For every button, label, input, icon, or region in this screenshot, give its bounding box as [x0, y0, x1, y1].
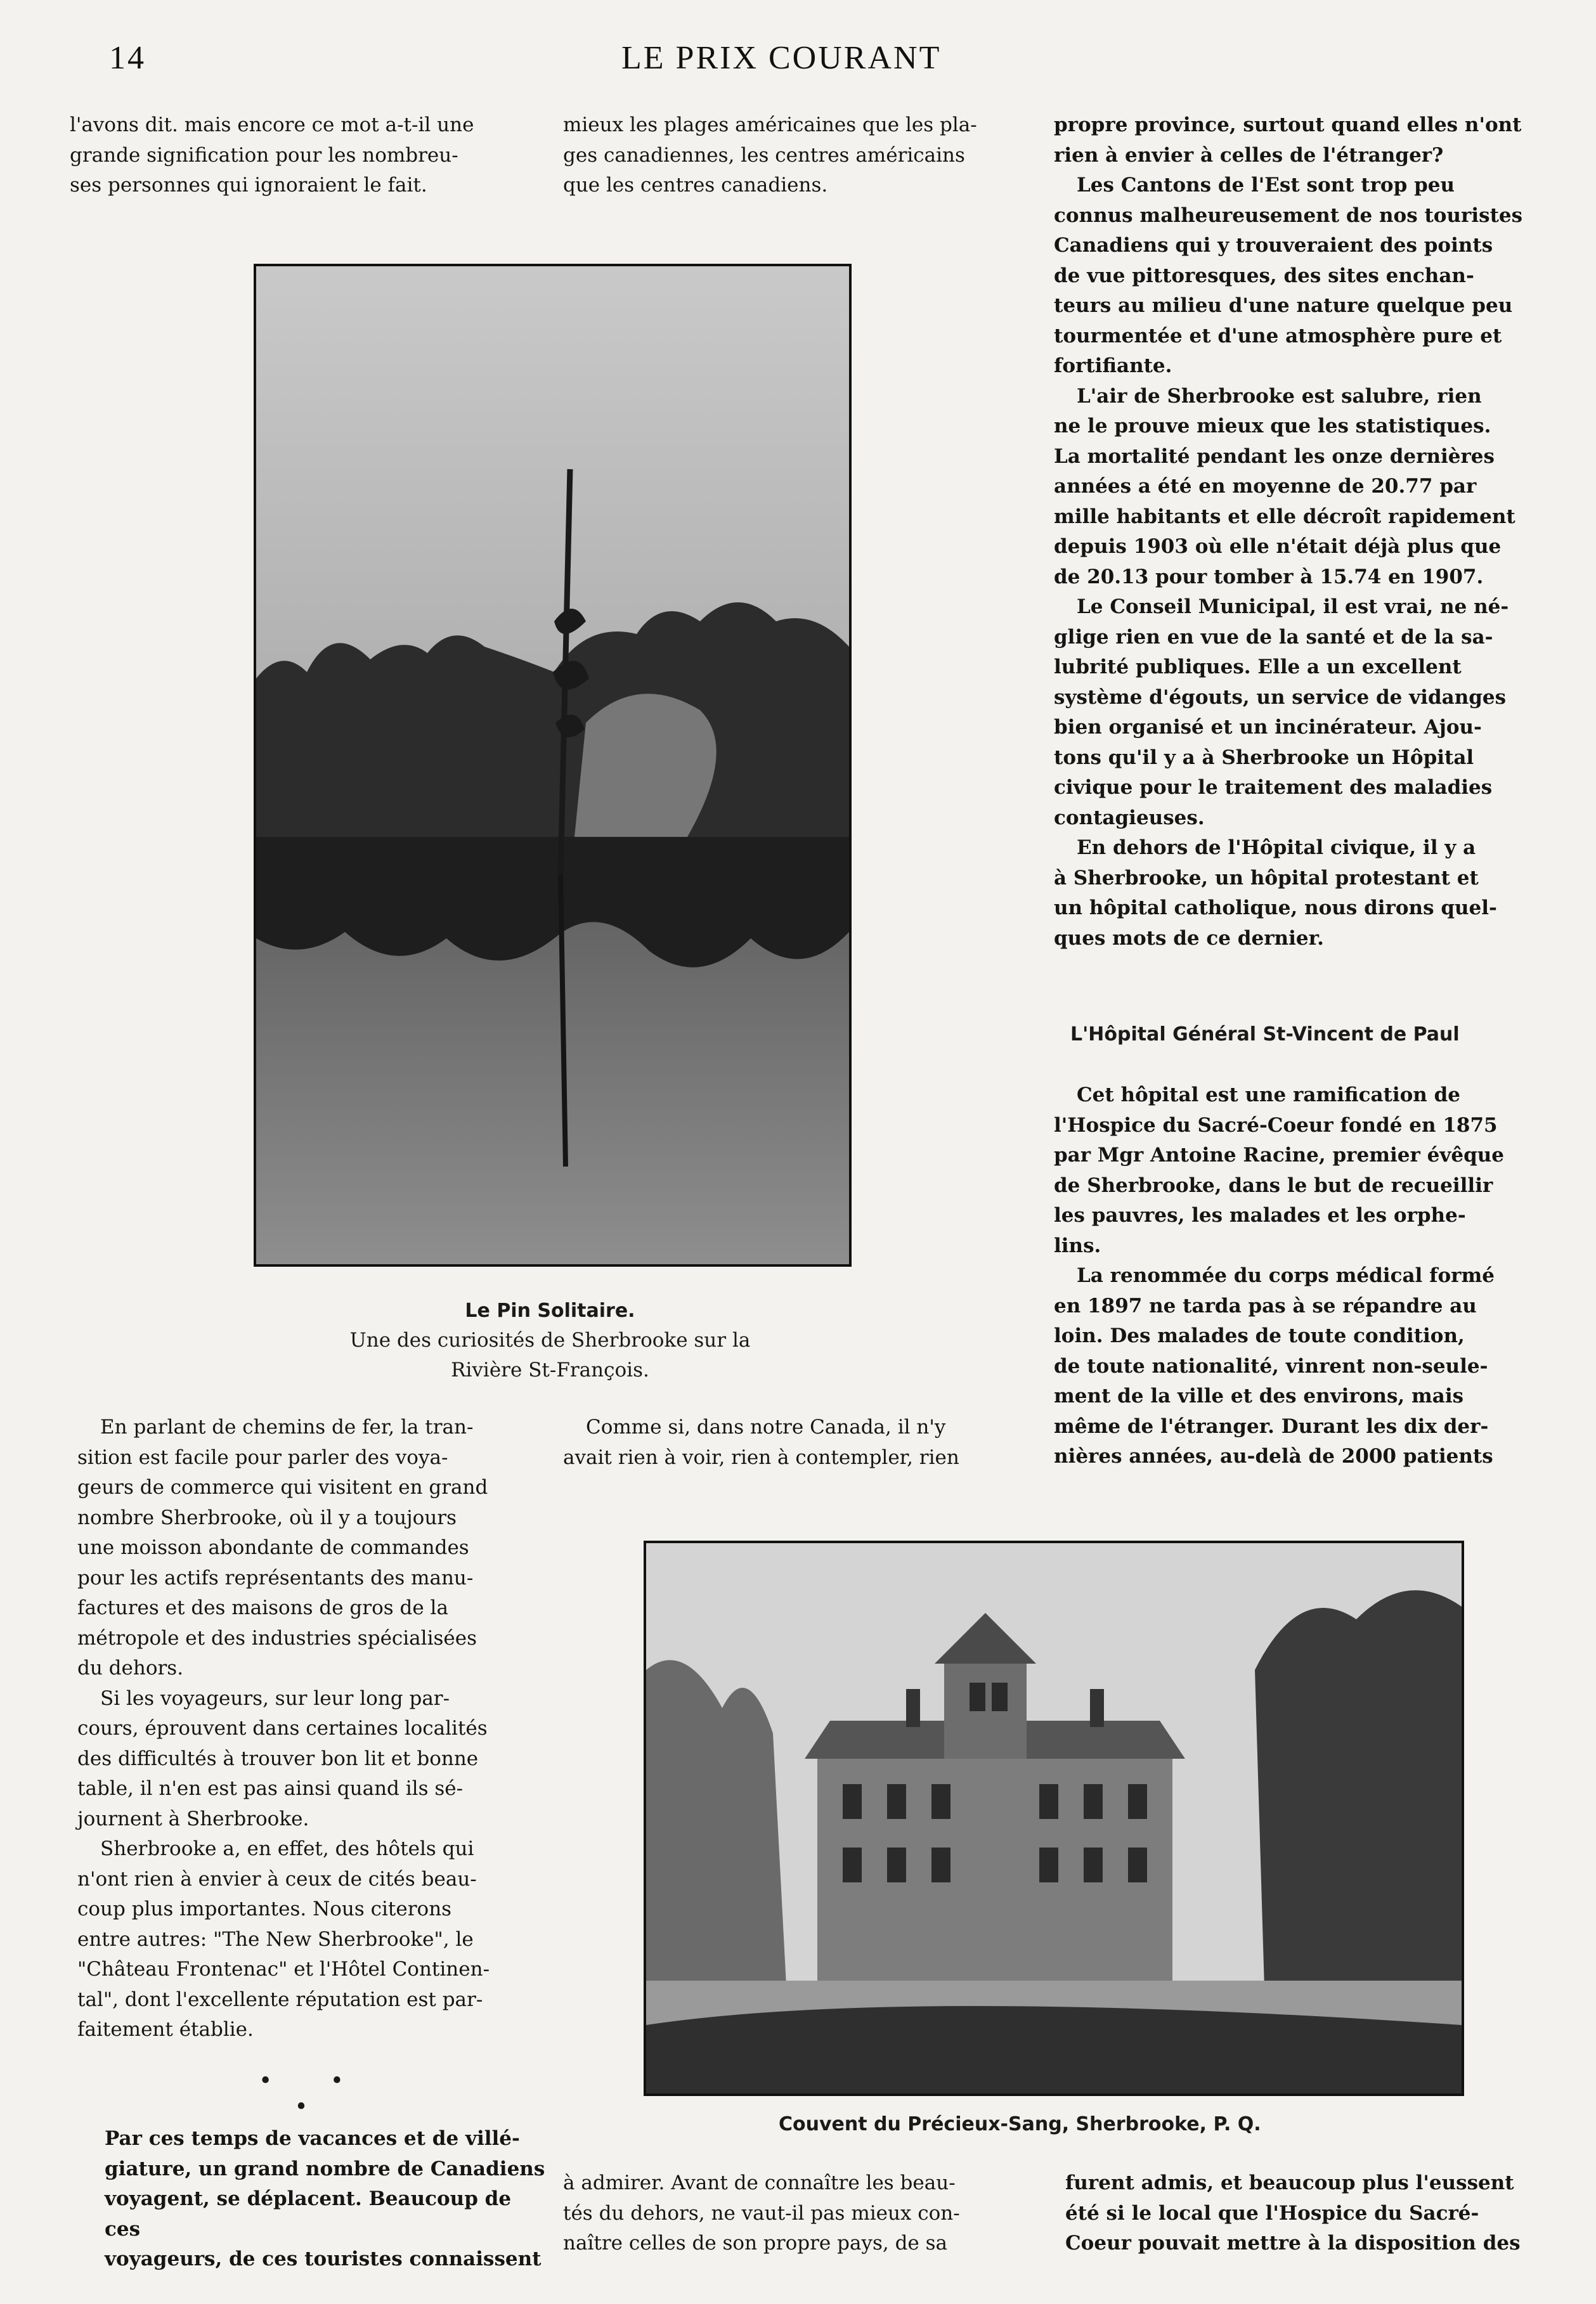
text-line: que les centres canadiens. — [563, 174, 828, 197]
text-line: l'avons dit. mais encore ce mot a-t-il une — [70, 113, 474, 136]
section-separator: • • • — [259, 2068, 369, 2120]
bottom-column-2 — [563, 2168, 1032, 2259]
paragraph: Le Conseil Municipal, il est vrai, ne né- glige rien en vue de la santé et de la sa- lubrité publiques. Elle a un excellent système d'égouts, un service de vidanges bien organisé et un incinérateur. Ajou- tons qu'il y a à Sherbrooke un Hôpital civique pour le traitement des maladies contagieuses. — [1054, 595, 1509, 829]
paragraph: Cet hôpital est une ramification de l'Hospice du Sacré-Coeur fondé en 1875 par Mgr Antoine Racine, premier évêque de Sherbrooke, dans le but de recueillir les pauvres, les malades et les orphe- lins. — [1054, 1084, 1505, 1257]
caption-line: Une des curiosités de Sherbrooke sur la — [349, 1329, 751, 1352]
text-line: ges canadiennes, les centres américains — [563, 143, 965, 167]
caption-title: Le Pin Solitaire. — [465, 1300, 635, 1322]
text-line: Coeur pouvait mettre à la disposition des — [1065, 2232, 1521, 2255]
text-line: giature, un grand nombre de Canadiens — [105, 2157, 545, 2180]
page-number: 14 — [109, 40, 146, 76]
text-line: été si le local que l'Hospice du Sacré- — [1065, 2201, 1479, 2225]
text-line: voyagent, se déplacent. Beaucoup de ces — [105, 2187, 512, 2241]
text-line: naître celles de son propre pays, de sa — [563, 2232, 947, 2255]
text-line: grande signification pour les nombreu- — [70, 143, 458, 167]
paragraph: Si les voyageurs, sur leur long par- cours, éprouvent dans certaines localités des difficultés à trouver bon lit et bonne table, il n'en est pas ainsi quand ils sé- journent à Sherbrooke. — [77, 1686, 488, 1830]
lone-pine-photo — [254, 264, 852, 1267]
text-line: voyageurs, de ces touristes connaissent — [105, 2248, 542, 2270]
newspaper-title: LE PRIX COURANT — [621, 40, 942, 76]
top-column-1 — [70, 110, 526, 201]
convent-photo — [644, 1541, 1464, 2096]
photo-caption — [241, 1296, 859, 1385]
top-column-2 — [563, 110, 1032, 201]
section-heading: L'Hôpital Général St-Vincent de Paul — [1070, 1023, 1460, 1045]
text-line: ses personnes qui ignoraient le fait. — [70, 174, 427, 197]
paragraph: La renommée du corps médical formé en 1897 ne tarda pas à se répandre au loin. Des malades de toute condition, de toute nationalité, vinrent non-seule- ment de la ville et des environs, mais même de l'étranger. Durant les dix der- nières années, au-delà de 2000 patients — [1054, 1264, 1495, 1468]
paragraph: Les Cantons de l'Est sont trop peu connus malheureusement de nos touristes Canadiens qui y trouveraient des points de vue pittoresques, des sites enchan- teurs au milieu d'une nature quelque peu tourmentée et d'une atmosphère pure et fortifiante. — [1054, 174, 1523, 377]
text-line: à admirer. Avant de connaître les beau- — [563, 2171, 956, 2194]
caption-line: Rivière St-François. — [451, 1359, 649, 1382]
text-line: mieux les plages américaines que les pla- — [563, 113, 977, 136]
paragraph: En parlant de chemins de fer, la tran- sition est facile pour parler des voya- geurs de commerce qui visitent en grand nombre Sherbrooke, où il y a toujours une moisson abondante de commandes pour les actifs représentants des manu- factures et des maisons de gros de la métropole et des industries spécialisées du dehors. — [77, 1416, 488, 1679]
paragraph: propre province, surtout quand elles n'ont rien à envier à celles de l'étranger? — [1054, 113, 1522, 167]
left-column-bottom — [105, 2124, 548, 2275]
paragraph: L'air de Sherbrooke est salubre, rien ne le prouve mieux que les statistiques. La mortalité pendant les onze dernières années a été en moyenne de 20.77 par mille habitants et elle décroît rapidement depuis 1903 où elle n'était déjà plus que de 20.13 pour tomber à 15.74 en 1907. — [1054, 384, 1515, 588]
paragraph: Comme si, dans notre Canada, il n'y avait rien à voir, rien à contempler, rien — [563, 1416, 959, 1469]
paragraph: Sherbrooke a, en effet, des hôtels qui n'ont rien à envier à ceux de cités beau- coup plus importantes. Nous citerons entre autres: "The New Sherbrooke", le "Château Frontenac" et l'Hôtel Continen- tal", dont l'excellente réputation est par- faitement établie. — [77, 1837, 490, 2041]
convent-caption: Couvent du Précieux-Sang, Sherbrooke, P. Q. — [779, 2113, 1261, 2135]
left-column — [77, 1413, 533, 2045]
right-column-lower — [1054, 1080, 1523, 1472]
bottom-column-3 — [1065, 2168, 1534, 2259]
text-line: tés du dehors, ne vaut-il pas mieux con- — [563, 2201, 960, 2225]
paragraph: En dehors de l'Hôpital civique, il y a à Sherbrooke, un hôpital protestant et un hôpital catholique, nous dirons quel- ques mots de ce dernier. — [1054, 836, 1497, 950]
middle-column — [563, 1413, 1032, 1473]
text-line: furent admis, et beaucoup plus l'eussent — [1065, 2171, 1514, 2194]
text-line: Par ces temps de vacances et de villé- — [105, 2127, 520, 2150]
right-column — [1054, 110, 1523, 954]
